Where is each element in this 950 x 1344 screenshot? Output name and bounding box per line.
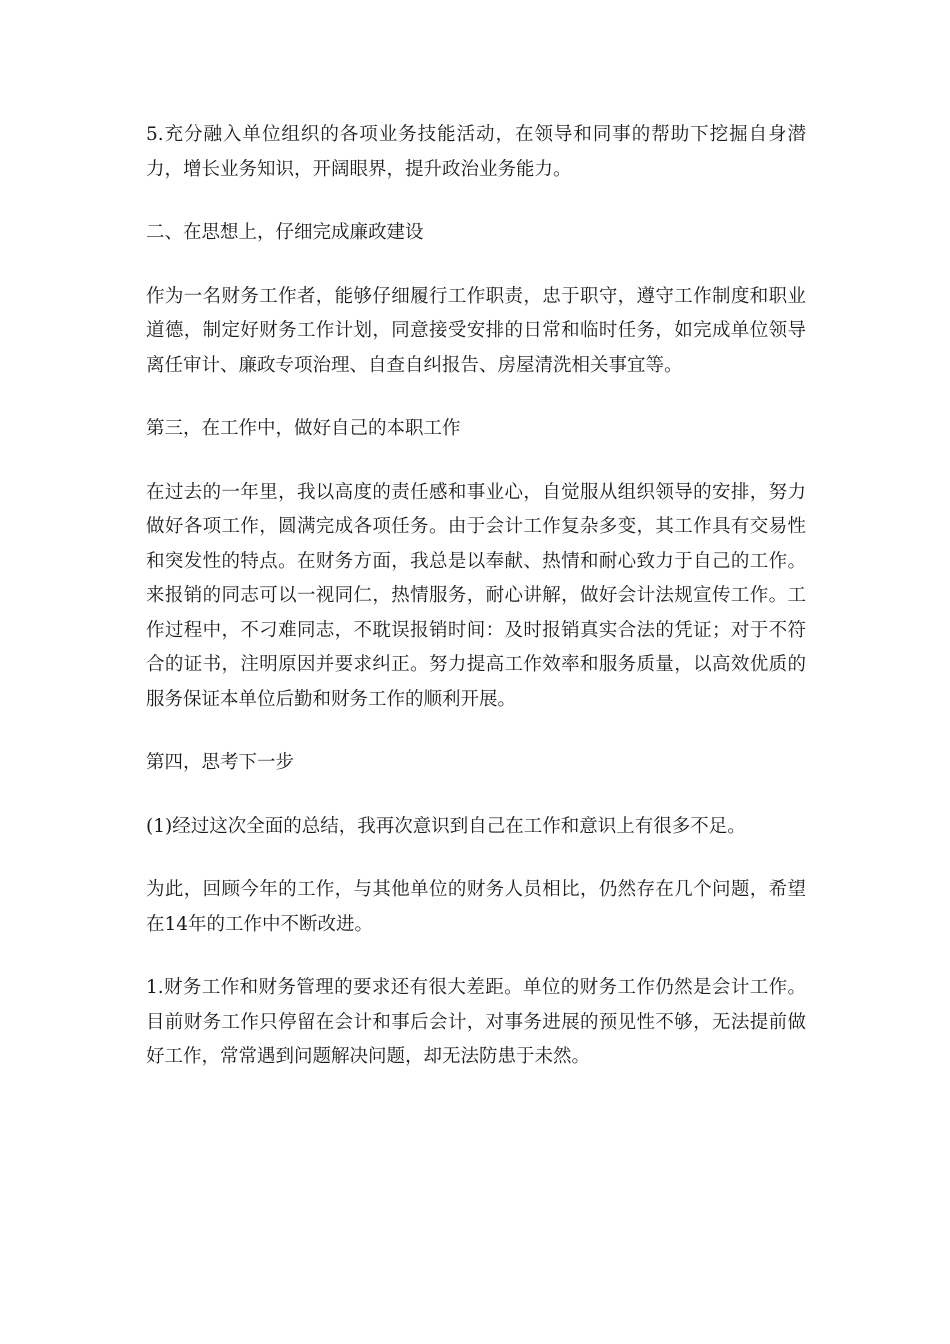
paragraph-summary-point-1: (1)经过这次全面的总结，我再次意识到自己在工作和意识上有很多不足。 — [146, 815, 746, 837]
section-heading-work: 第三，在工作中，做好自己的本职工作 — [146, 418, 461, 439]
section-heading-integrity: 二、在思想上，仔细完成廉政建设 — [146, 222, 424, 243]
paragraph-skills-activities: 5.充分融入单位组织的各项业务技能活动，在领导和同事的帮助下挖掘自身潜力，增长业务知识，开阔眼界，提升政治业务能力。 — [146, 124, 806, 180]
document-body — [146, 118, 806, 1104]
paragraph-review: 为此，回顾今年的工作，与其他单位的财务人员相比，仍然存在几个问题，希望在14年的工作中不断改进。 — [146, 879, 806, 935]
paragraph-duties: 作为一名财务工作者，能够仔细履行工作职责，忠于职守，遵守工作制度和职业道德，制定好财务工作计划，同意接受安排的日常和临时任务，如完成单位领导离任审计、廉政专项治理、自查自纠报告、房屋清洗相关事宜等。 — [146, 285, 806, 376]
paragraph-problem-1: 1.财务工作和财务管理的要求还有很大差距。单位的财务工作仍然是会计工作。目前财务工作只停留在会计和事后会计，对事务进展的预见性不够，无法提前做好工作，常常遇到问题解决问题，却无法防患于未然。 — [146, 977, 806, 1067]
paragraph-past-year: 在过去的一年里，我以高度的责任感和事业心，自觉服从组织领导的安排，努力做好各项工作，圆满完成各项任务。由于会计工作复杂多变，其工作具有交易性和突发性的特点。在财务方面，我总是以奉献、热情和耐心致力于自己的工作。来报销的同志可以一视同仁，热情服务，耐心讲解，做好会计法规宣传工作。工作过程中，不刁难同志，不耽误报销时间：及时报销真实合法的凭证；对于不符合的证书，注明原因并要求纠正。努力提高工作效率和服务质量，以高效优质的服务保证本单位后勤和财务工作的顺利开展。 — [146, 481, 806, 710]
section-heading-next-step: 第四，思考下一步 — [146, 752, 295, 773]
